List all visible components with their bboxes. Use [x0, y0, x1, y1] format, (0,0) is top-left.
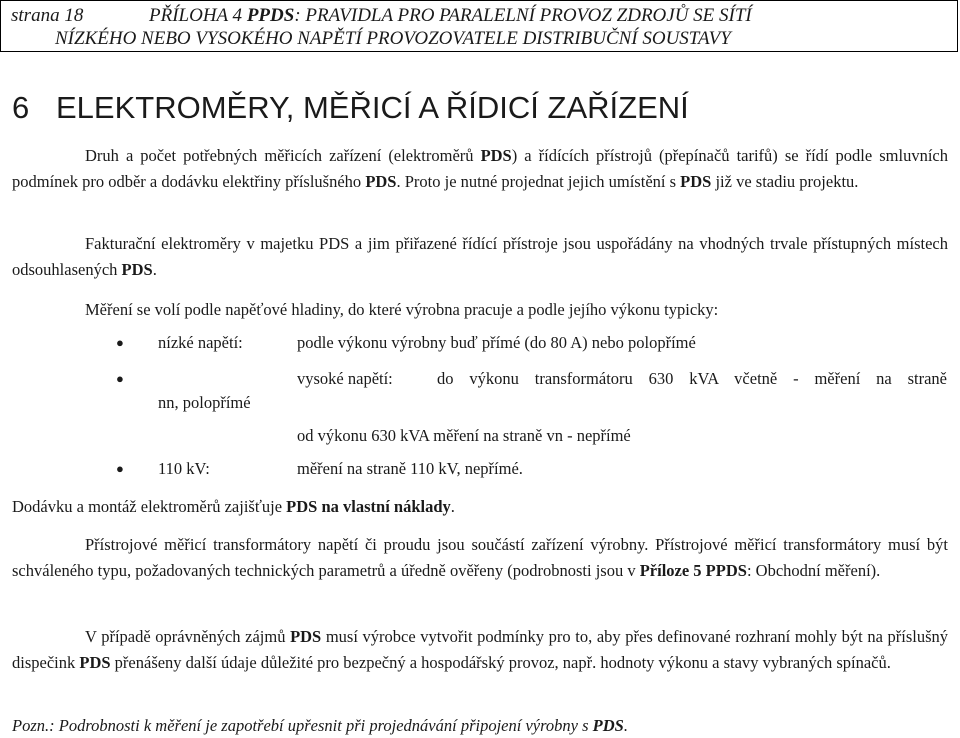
paragraph-measurement-intro: Měření se volí podle napěťové hladiny, do které výrobna pracuje a podle jejího výkonu typicky:: [85, 300, 719, 319]
paragraph-dispatch: V případě oprávněných zájmů PDS musí výrobce vytvořit podmínky pro to, aby přes definované rozhraní mohly být na příslušný dispečink PDS přenášeny další údaje důležité pro bezpečný a hospodářský provoz, např. hodnoty výkonu a stavy vybraných spínačů.: [12, 627, 949, 672]
section-title: ELEKTROMĚRY, MĚŘICÍ A ŘÍDICÍ ZAŘÍZENÍ: [56, 90, 689, 125]
bullet-icon: ●: [116, 335, 124, 350]
vn-text1-continued: nn, polopřímé: [158, 393, 251, 412]
vn-text1: do výkonu transformátoru 630 kVA včetně - měření na straně: [437, 369, 947, 388]
nn-text: podle výkonu výrobny buď přímé (do 80 A) nebo polopřímé: [297, 333, 696, 352]
page-number: strana 18: [11, 5, 84, 26]
kv110-label: 110 kV:: [158, 459, 210, 478]
header-title-line2: NÍZKÉHO NEBO VYSOKÉHO NAPĚTÍ PROVOZOVATELE DISTRIBUČNÍ SOUSTAVY: [55, 28, 731, 49]
vn-label: vysoké napětí:: [297, 369, 393, 388]
section-number: 6: [12, 90, 30, 125]
bullet-icon: ●: [116, 461, 124, 476]
section-heading: [12, 90, 689, 126]
bullet-icon: ●: [116, 371, 124, 386]
header-title-line1: PŘÍLOHA 4 PPDS: PRAVIDLA PRO PARALELNÍ PROVOZ ZDROJŮ SE SÍTÍ: [149, 5, 752, 26]
vn-text2: od výkonu 630 kVA měření na straně vn - nepřímé: [297, 426, 631, 445]
kv110-text: měření na straně 110 kV, nepřímé.: [297, 459, 523, 478]
nn-label: nízké napětí:: [158, 333, 243, 352]
paragraph-measuring-devices: Druh a počet potřebných měřicích zařízení (elektroměrů PDS) a řídících přístrojů (přepínačů tarifů) se řídí podle smluvních podmínek pro odběr a dodávku elektřiny příslušného PDS. Proto je nutné projednat jejich umístění s PDS již ve stadiu projektu.: [12, 146, 948, 191]
page-header: [0, 0, 958, 52]
paragraph-transformers: Přístrojové měřicí transformátory napětí či proudu jsou součástí zařízení výrobny. Přístrojové měřicí transformátory musí být schváleného typu, požadovaných technických parametrů a úředně ověřeny (podrobnosti jsou v Příloze 5 PPDS: Obchodní měření).: [12, 535, 948, 580]
paragraph-installation: Dodávku a montáž elektroměrů zajišťuje PDS na vlastní náklady.: [12, 497, 455, 516]
paragraph-billing-meters: Fakturační elektroměry v majetku PDS a jim přiřazené řídící přístroje jsou uspořádány na vhodných trvale přístupných místech odsouhlasených PDS.: [12, 234, 948, 279]
footnote: Pozn.: Podrobnosti k měření je zapotřebí upřesnit při projednávání připojení výrobny s PDS.: [12, 716, 628, 735]
